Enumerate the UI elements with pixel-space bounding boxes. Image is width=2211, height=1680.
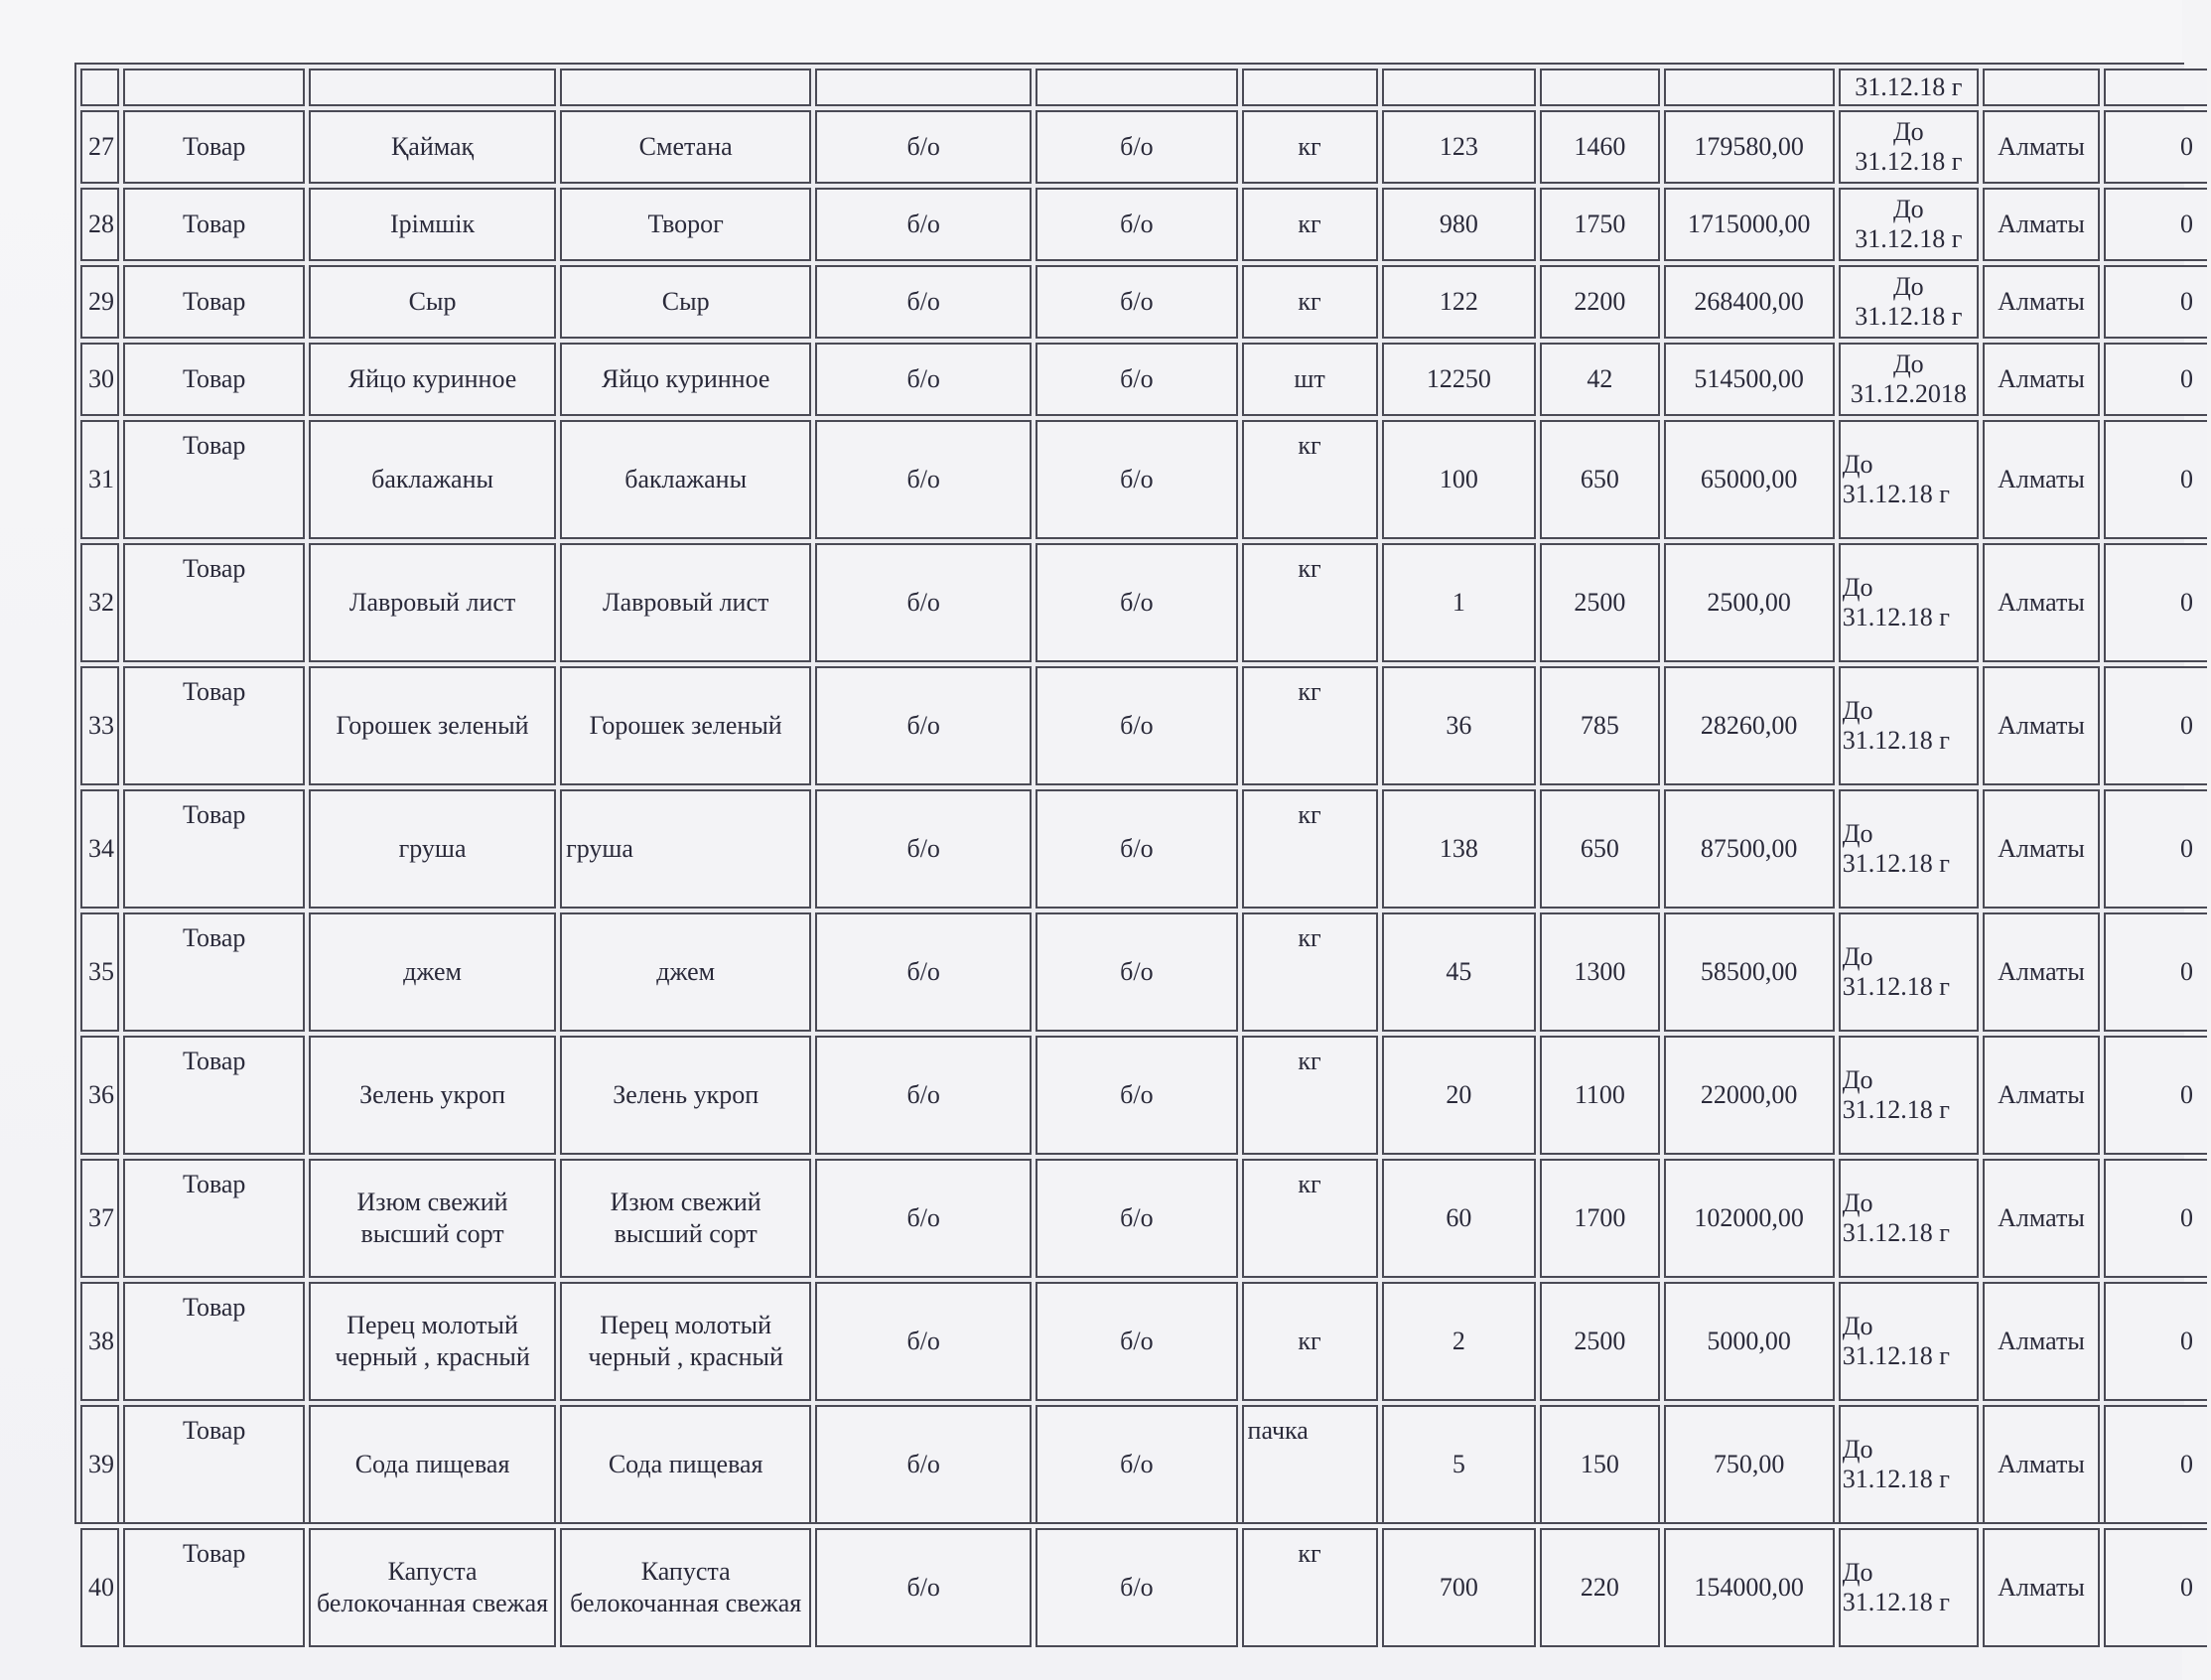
item-type: Товар [123, 188, 305, 261]
row-number: 38 [80, 1282, 119, 1401]
header-date: 31.12.18 г [1839, 69, 1979, 106]
price: 220 [1540, 1528, 1659, 1647]
cell-c4: б/о [815, 789, 1032, 909]
unit: кг [1242, 789, 1378, 909]
quantity: 700 [1382, 1528, 1537, 1647]
unit: кг [1242, 912, 1378, 1032]
price: 650 [1540, 789, 1659, 909]
last-value: 0 [2104, 912, 2207, 1032]
city: Алматы [1983, 1159, 2100, 1278]
cell-c5: б/о [1036, 188, 1237, 261]
cell-c5: б/о [1036, 1282, 1237, 1401]
unit: кг [1242, 666, 1378, 785]
item-type: Товар [123, 912, 305, 1032]
unit: кг [1242, 110, 1378, 184]
cell-c4: б/о [815, 1528, 1032, 1647]
item-name-kz: Зелень укроп [309, 1036, 556, 1155]
price: 650 [1540, 420, 1659, 539]
date-value: 31.12.18 г [1842, 1095, 1950, 1124]
price: 785 [1540, 666, 1659, 785]
table-row [80, 543, 2207, 662]
item-name-kz: Яйцо куринное [309, 343, 556, 416]
last-value: 0 [2104, 1405, 2207, 1524]
date-prefix: До [1842, 1558, 1873, 1587]
sum: 65000,00 [1664, 420, 1835, 539]
item-name-kz: баклажаны [309, 420, 556, 539]
last-value: 0 [2104, 265, 2207, 339]
quantity: 45 [1382, 912, 1537, 1032]
cell-c4: б/о [815, 420, 1032, 539]
cell-c4: б/о [815, 1159, 1032, 1278]
cell-c4: б/о [815, 1282, 1032, 1401]
city: Алматы [1983, 343, 2100, 416]
item-name-kz: Ірімшік [309, 188, 556, 261]
sum: 87500,00 [1664, 789, 1835, 909]
table-row [80, 188, 2207, 261]
date-value: 31.12.18 г [1842, 972, 1950, 1001]
date-prefix: До [1892, 350, 1924, 378]
table-header-row [80, 69, 2207, 106]
item-name-ru: Горошек зеленый [560, 666, 811, 785]
city: Алматы [1983, 543, 2100, 662]
item-name-ru: Сода пищевая [560, 1405, 811, 1524]
cell-c5: б/о [1036, 1528, 1237, 1647]
date-value: 31.12.18 г [1842, 1465, 1950, 1493]
cell-c4: б/о [815, 110, 1032, 184]
item-type: Товар [123, 110, 305, 184]
item-type: Товар [123, 1036, 305, 1155]
item-name-ru: Капуста белокочанная свежая [560, 1528, 811, 1647]
quantity: 138 [1382, 789, 1537, 909]
item-name-ru: Яйцо куринное [560, 343, 811, 416]
price: 42 [1540, 343, 1659, 416]
table-row [80, 110, 2207, 184]
delivery-date [1839, 343, 1979, 416]
row-number: 33 [80, 666, 119, 785]
price: 1460 [1540, 110, 1659, 184]
sum: 102000,00 [1664, 1159, 1835, 1278]
city: Алматы [1983, 1528, 2100, 1647]
quantity: 20 [1382, 1036, 1537, 1155]
unit: кг [1242, 188, 1378, 261]
city: Алматы [1983, 1036, 2100, 1155]
city: Алматы [1983, 912, 2100, 1032]
sum: 22000,00 [1664, 1036, 1835, 1155]
item-name-ru: Зелень укроп [560, 1036, 811, 1155]
price: 1100 [1540, 1036, 1659, 1155]
cell-c5: б/о [1036, 420, 1237, 539]
cell-c5: б/о [1036, 912, 1237, 1032]
table-row [80, 1282, 2207, 1401]
unit: кг [1242, 543, 1378, 662]
sum: 1715000,00 [1664, 188, 1835, 261]
cell-c5: б/о [1036, 789, 1237, 909]
date-prefix: До [1842, 942, 1873, 971]
item-name-ru: Сметана [560, 110, 811, 184]
last-value: 0 [2104, 1036, 2207, 1155]
item-name-kz: Сыр [309, 265, 556, 339]
city: Алматы [1983, 265, 2100, 339]
table-row [80, 1036, 2207, 1155]
row-number: 34 [80, 789, 119, 909]
item-type: Товар [123, 543, 305, 662]
goods-table-frame [74, 63, 2193, 1617]
item-type: Товар [123, 1528, 305, 1647]
unit: кг [1242, 1036, 1378, 1155]
item-name-kz: Қаймақ [309, 110, 556, 184]
item-name-kz: Лавровый лист [309, 543, 556, 662]
date-value: 31.12.18 г [1842, 1218, 1950, 1247]
cell-c5: б/о [1036, 1405, 1237, 1524]
sum: 514500,00 [1664, 343, 1835, 416]
item-type: Товар [123, 420, 305, 539]
cell-c4: б/о [815, 343, 1032, 416]
unit: кг [1242, 1159, 1378, 1278]
item-name-kz: Сода пищевая [309, 1405, 556, 1524]
price: 1300 [1540, 912, 1659, 1032]
last-value: 0 [2104, 1528, 2207, 1647]
city: Алматы [1983, 110, 2100, 184]
delivery-date [1839, 188, 1979, 261]
date-value: 31.12.18 г [1842, 603, 1950, 631]
table-row [80, 1405, 2207, 1524]
cell-c4: б/о [815, 543, 1032, 662]
date-prefix: До [1842, 573, 1873, 602]
date-prefix: До [1842, 450, 1873, 479]
unit: кг [1242, 420, 1378, 539]
sum: 28260,00 [1664, 666, 1835, 785]
item-name-kz: Капуста белокочанная свежая [309, 1528, 556, 1647]
date-value: 31.12.18 г [1842, 726, 1950, 755]
date-prefix: До [1842, 1065, 1873, 1094]
last-value: 0 [2104, 1159, 2207, 1278]
unit: шт [1242, 343, 1378, 416]
delivery-date [1839, 912, 1979, 1032]
date-prefix: До [1842, 696, 1873, 725]
delivery-date [1839, 420, 1979, 539]
last-value: 0 [2104, 543, 2207, 662]
delivery-date [1839, 1159, 1979, 1278]
last-value: 0 [2104, 420, 2207, 539]
sum: 58500,00 [1664, 912, 1835, 1032]
item-type: Товар [123, 1405, 305, 1524]
item-name-kz: Перец молотый черный , красный [309, 1282, 556, 1401]
row-number: 28 [80, 188, 119, 261]
row-number: 27 [80, 110, 119, 184]
date-prefix: До [1842, 1435, 1873, 1464]
item-name-ru: груша [560, 789, 811, 909]
city: Алматы [1983, 188, 2100, 261]
cell-c5: б/о [1036, 666, 1237, 785]
quantity: 980 [1382, 188, 1537, 261]
table-row [80, 343, 2207, 416]
sum: 268400,00 [1664, 265, 1835, 339]
item-name-ru: Перец молотый черный , красный [560, 1282, 811, 1401]
sum: 154000,00 [1664, 1528, 1835, 1647]
delivery-date [1839, 1405, 1979, 1524]
delivery-date [1839, 666, 1979, 785]
price: 150 [1540, 1405, 1659, 1524]
sum: 5000,00 [1664, 1282, 1835, 1401]
item-type: Товар [123, 265, 305, 339]
item-name-ru: Творог [560, 188, 811, 261]
quantity: 1 [1382, 543, 1537, 662]
row-number: 39 [80, 1405, 119, 1524]
price: 2500 [1540, 543, 1659, 662]
quantity: 36 [1382, 666, 1537, 785]
cell-c5: б/о [1036, 543, 1237, 662]
unit: кг [1242, 265, 1378, 339]
table-row [80, 1528, 2207, 1647]
goods-table [76, 65, 2211, 1651]
date-prefix: До [1892, 272, 1924, 301]
city: Алматы [1983, 666, 2100, 785]
unit: кг [1242, 1528, 1378, 1647]
cell-c5: б/о [1036, 1159, 1237, 1278]
item-name-ru: Лавровый лист [560, 543, 811, 662]
item-type: Товар [123, 666, 305, 785]
date-prefix: До [1842, 1189, 1873, 1217]
item-name-kz: Горошек зеленый [309, 666, 556, 785]
last-value: 0 [2104, 110, 2207, 184]
item-name-kz: джем [309, 912, 556, 1032]
unit: кг [1242, 1282, 1378, 1401]
price: 1700 [1540, 1159, 1659, 1278]
item-type: Товар [123, 789, 305, 909]
quantity: 5 [1382, 1405, 1537, 1524]
delivery-date [1839, 1282, 1979, 1401]
delivery-date [1839, 1528, 1979, 1647]
row-number: 31 [80, 420, 119, 539]
date-prefix: До [1892, 117, 1924, 146]
quantity: 12250 [1382, 343, 1537, 416]
cell-c4: б/о [815, 666, 1032, 785]
date-prefix: До [1842, 1312, 1873, 1340]
date-value: 31.12.18 г [1842, 480, 1950, 508]
table-row [80, 265, 2207, 339]
price: 2500 [1540, 1282, 1659, 1401]
cell-c5: б/о [1036, 110, 1237, 184]
item-type: Товар [123, 343, 305, 416]
item-type: Товар [123, 1282, 305, 1401]
last-value: 0 [2104, 343, 2207, 416]
row-number: 37 [80, 1159, 119, 1278]
row-number: 30 [80, 343, 119, 416]
table-row [80, 1159, 2207, 1278]
delivery-date [1839, 110, 1979, 184]
delivery-date [1839, 265, 1979, 339]
quantity: 123 [1382, 110, 1537, 184]
cell-c4: б/о [815, 912, 1032, 1032]
table-row [80, 789, 2207, 909]
cell-c4: б/о [815, 1036, 1032, 1155]
row-number: 36 [80, 1036, 119, 1155]
sum: 2500,00 [1664, 543, 1835, 662]
date-value: 31.12.18 г [1842, 1588, 1950, 1616]
table-row [80, 666, 2207, 785]
row-number: 35 [80, 912, 119, 1032]
row-number: 40 [80, 1528, 119, 1647]
delivery-date [1839, 1036, 1979, 1155]
date-value: 31.12.18 г [1842, 849, 1950, 878]
table-row [80, 420, 2207, 539]
delivery-date [1839, 543, 1979, 662]
date-prefix: До [1842, 819, 1873, 848]
cell-c4: б/о [815, 265, 1032, 339]
row-number: 32 [80, 543, 119, 662]
delivery-date [1839, 789, 1979, 909]
last-value: 0 [2104, 1282, 2207, 1401]
cell-c5: б/о [1036, 265, 1237, 339]
sum: 179580,00 [1664, 110, 1835, 184]
item-name-ru: джем [560, 912, 811, 1032]
quantity: 100 [1382, 420, 1537, 539]
item-type: Товар [123, 1159, 305, 1278]
item-name-kz: Изюм свежий высший сорт [309, 1159, 556, 1278]
last-value: 0 [2104, 188, 2207, 261]
price: 1750 [1540, 188, 1659, 261]
item-name-ru: баклажаны [560, 420, 811, 539]
item-name-ru: Сыр [560, 265, 811, 339]
price: 2200 [1540, 265, 1659, 339]
sum: 750,00 [1664, 1405, 1835, 1524]
city: Алматы [1983, 789, 2100, 909]
cell-c5: б/о [1036, 343, 1237, 416]
city: Алматы [1983, 1282, 2100, 1401]
quantity: 60 [1382, 1159, 1537, 1278]
last-value: 0 [2104, 789, 2207, 909]
row-number: 29 [80, 265, 119, 339]
city: Алматы [1983, 420, 2100, 539]
quantity: 122 [1382, 265, 1537, 339]
cell-c4: б/о [815, 188, 1032, 261]
unit: пачка [1242, 1405, 1378, 1524]
city: Алматы [1983, 1405, 2100, 1524]
date-value: 31.12.18 г [1855, 302, 1963, 331]
table-row [80, 912, 2207, 1032]
item-name-ru: Изюм свежий высший сорт [560, 1159, 811, 1278]
date-value: 31.12.18 г [1855, 224, 1963, 253]
date-value: 31.12.18 г [1855, 147, 1963, 176]
cell-c5: б/о [1036, 1036, 1237, 1155]
date-prefix: До [1892, 195, 1924, 223]
date-value: 31.12.2018 [1850, 379, 1967, 408]
quantity: 2 [1382, 1282, 1537, 1401]
last-value: 0 [2104, 666, 2207, 785]
item-name-kz: груша [309, 789, 556, 909]
date-value: 31.12.18 г [1842, 1341, 1950, 1370]
cell-c4: б/о [815, 1405, 1032, 1524]
